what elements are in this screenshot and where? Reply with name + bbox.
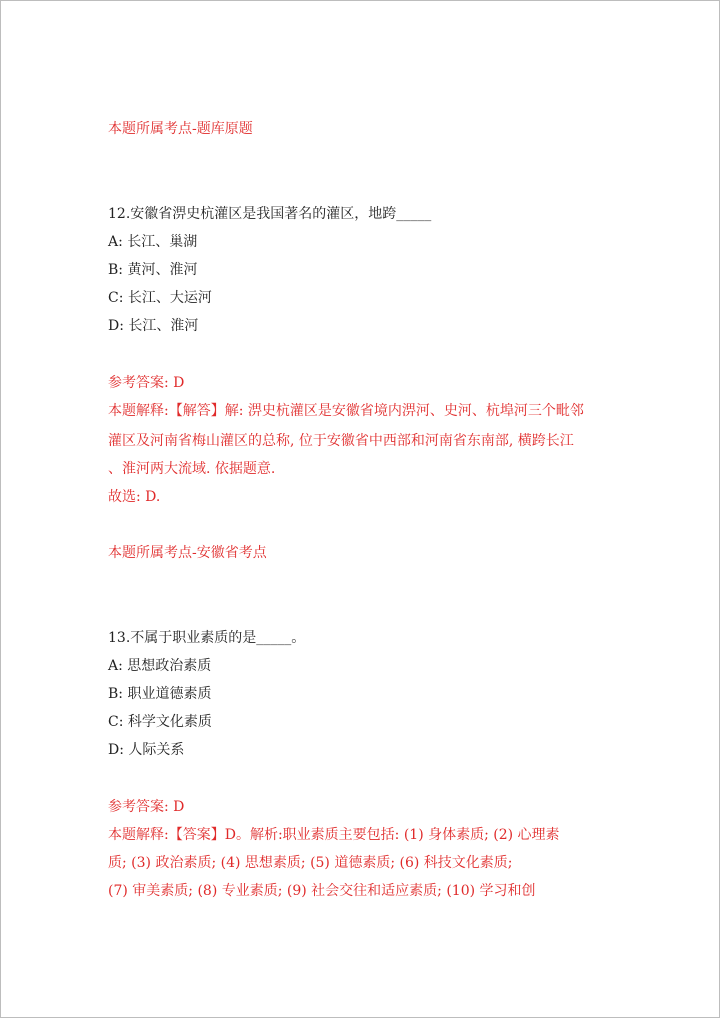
- q12-option-a: A: 长江、巢湖: [108, 234, 198, 250]
- q13-option-b: B: 职业道德素质: [108, 686, 212, 702]
- q12-option-c: C: 长江、大运河: [108, 290, 212, 306]
- question-12-text: 12.安徽省淠史杭灌区是我国著名的灌区，地跨_____: [108, 206, 432, 222]
- q13-explanation-line-2: 质; (3) 政治素质; (4) 思想素质; (5) 道德素质; (6) 科技文化素质;: [108, 855, 513, 871]
- q13-option-c: C: 科学文化素质: [108, 714, 212, 730]
- source-note-top: 本题所属考点-题库原题: [108, 121, 253, 137]
- q13-explanation-line-3: (7) 审美素质; (8) 专业素质; (9) 社会交往和适应素质; (10) 学习和创: [108, 883, 536, 899]
- q12-option-b: B: 黄河、淮河: [108, 262, 198, 278]
- q13-answer: 参考答案: D: [108, 799, 185, 815]
- q12-explanation-line-1: 本题解释:【解答】解: 淠史杭灌区是安徽省境内淠河、史河、杭埠河三个毗邻: [108, 403, 584, 419]
- q12-explanation-line-3: 、淮河两大流域. 依据题意.: [108, 461, 276, 477]
- q12-answer: 参考答案: D: [108, 375, 185, 391]
- q13-option-a: A: 思想政治素质: [108, 658, 212, 674]
- q12-option-d: D: 长江、淮河: [108, 318, 199, 334]
- question-13-text: 13.不属于职业素质的是_____。: [108, 630, 306, 646]
- q13-option-d: D: 人际关系: [108, 742, 185, 758]
- q13-explanation-line-1: 本题解释:【答案】D。解析:职业素质主要包括: (1) 身体素质; (2) 心理素: [108, 827, 560, 843]
- q12-conclusion: 故选: D.: [108, 489, 161, 505]
- q12-explanation-line-2: 灌区及河南省梅山灌区的总称, 位于安徽省中西部和河南省东南部, 横跨长江: [108, 433, 574, 449]
- q12-source-note: 本题所属考点-安徽省考点: [108, 545, 267, 561]
